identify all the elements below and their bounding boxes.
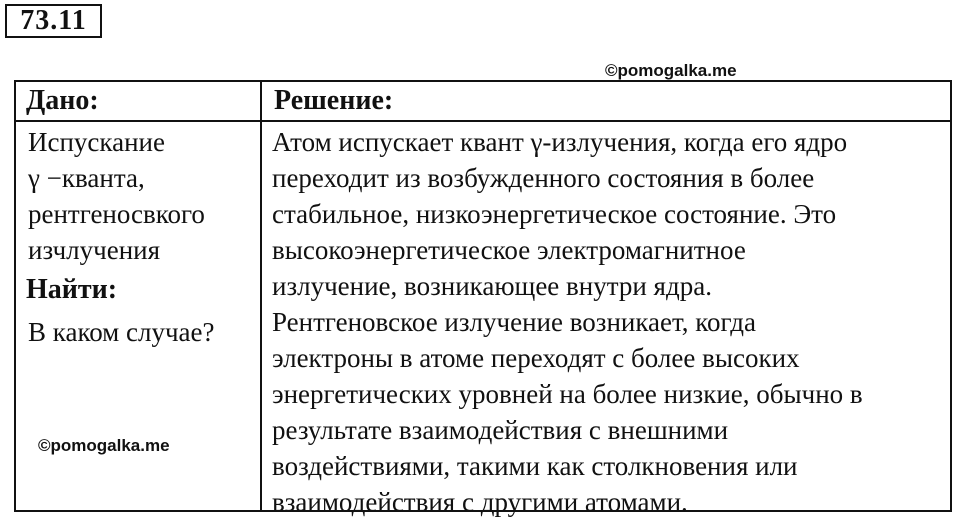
solution-text <box>272 124 948 520</box>
solution-line: стабильное, низкоэнергетическое состояние. Это <box>272 199 837 229</box>
solution-heading: Решение: <box>274 85 394 116</box>
problem-number: 73.11 <box>5 4 102 38</box>
solution-line: результате взаимодействия с внешними <box>272 415 729 445</box>
solution-line: воздействиями, такими как столкновения или <box>272 451 798 481</box>
solution-line: излучение, возникающее внутри ядра. <box>272 271 712 301</box>
solution-line: высокоэнергетическое электромагнитное <box>272 235 746 265</box>
column-divider <box>260 82 262 510</box>
solution-line: взаимодействия с другими атомами. <box>272 487 688 517</box>
given-heading: Дано: <box>26 85 99 116</box>
given-line: рентгеносвкого <box>28 199 205 229</box>
given-text <box>28 124 253 268</box>
solution-line: электроны в атоме переходят с более высоких <box>272 343 800 373</box>
given-line: Испускание <box>28 127 165 157</box>
find-text: В каком случае? <box>28 317 215 347</box>
solution-line: энергетических уровней на более низкие, обычно в <box>272 379 863 409</box>
given-line: изчлучения <box>28 235 161 265</box>
watermark-bottom: ©pomogalka.me <box>38 436 170 455</box>
given-line: γ −кванта, <box>28 163 145 193</box>
solution-line: Рентгеновское излучение возникает, когда <box>272 307 756 337</box>
find-heading: Найти: <box>26 274 118 305</box>
header-divider <box>16 120 950 122</box>
watermark-top: ©pomogalka.me <box>605 61 737 80</box>
solution-line: переходит из возбужденного состояния в более <box>272 163 815 193</box>
solution-line: Атом испускает квант γ-излучения, когда его ядро <box>272 127 848 157</box>
